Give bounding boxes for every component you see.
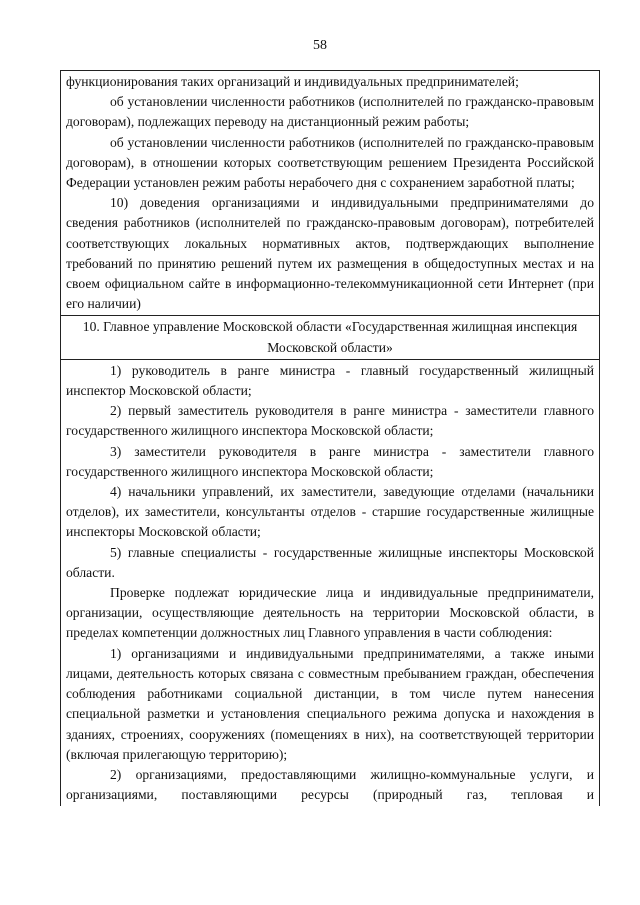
- table-cell-agency-heading: [61, 315, 599, 358]
- paragraph: 5) главные специалисты - государственные жилищные инспекторы Московской области.: [66, 544, 594, 580]
- table-cell-officials: [61, 359, 599, 806]
- paragraph: об установлении численности работников (исполнителей по гражданско-правовым договорам), в отношении которых соответствующим решением Президента Российской Федерации установлен режим работы нерабочего дня с сохранением заработной платы;: [66, 134, 594, 191]
- paragraph: 3) заместители руководителя в ранге министра - заместители главного государственного жилищного инспектора Московской области;: [66, 443, 594, 479]
- paragraph: 1) организациями и индивидуальными предпринимателями, а также иными лицами, деятельность которых связана с совместным пребыванием граждан, обеспечения соблюдения работниками социальной дистанции, в том числе путем нанесения специальной разметки и установления специального режима допуска и нахождения в зданиях, строениях, сооружениях (помещениях в них), на соответствующей территории (включая прилегающую территорию);: [66, 645, 594, 762]
- agency-heading: 10. Главное управление Московской области «Государственная жилищная инспекция Московской области»: [82, 319, 578, 355]
- paragraph: 2) организациями, предоставляющими жилищно-коммунальные услуги, и организациями, поставляющими ресурсы (природный газ, тепловая и: [66, 766, 594, 803]
- paragraph: Проверке подлежат юридические лица и индивидуальные предприниматели, организации, осуществляющие деятельность на территории Московской области, в пределах компетенции должностных лиц Главного управления в части соблюдения:: [66, 585, 594, 641]
- paragraph: 1) руководитель в ранге министра - главный государственный жилищный инспектор Московской области;: [66, 362, 594, 399]
- paragraph: функционирования таких организаций и индивидуальных предпринимателей;: [66, 74, 519, 89]
- paragraph: 2) первый заместитель руководителя в ранге министра - заместители главного государственного жилищного инспектора Московской области;: [66, 403, 594, 439]
- paragraph: 10) доведения организациями и индивидуальными предпринимателями до сведения работников (исполнителей по гражданско-правовым договорам), потребителей соответствующих локальных нормативных актов, подтверждающих выполнение требований по принятию решений путем их размещения в общедоступных местах и на своем официальном сайте в информационно-телекоммуникационной сети Интернет (при его наличии): [66, 195, 594, 312]
- table-cell-requirements: [61, 71, 599, 315]
- paragraph: об установлении численности работников (исполнителей по гражданско-правовым договорам), подлежащих переводу на дистанционный режим работы;: [66, 94, 594, 130]
- document-table: [60, 70, 600, 806]
- paragraph: 4) начальники управлений, их заместители, заведующие отделами (начальники отделов), их заместители, консультанты отделов - старшие государственные жилищные инспекторы Московской области;: [66, 484, 594, 540]
- page-number: 58: [313, 38, 327, 53]
